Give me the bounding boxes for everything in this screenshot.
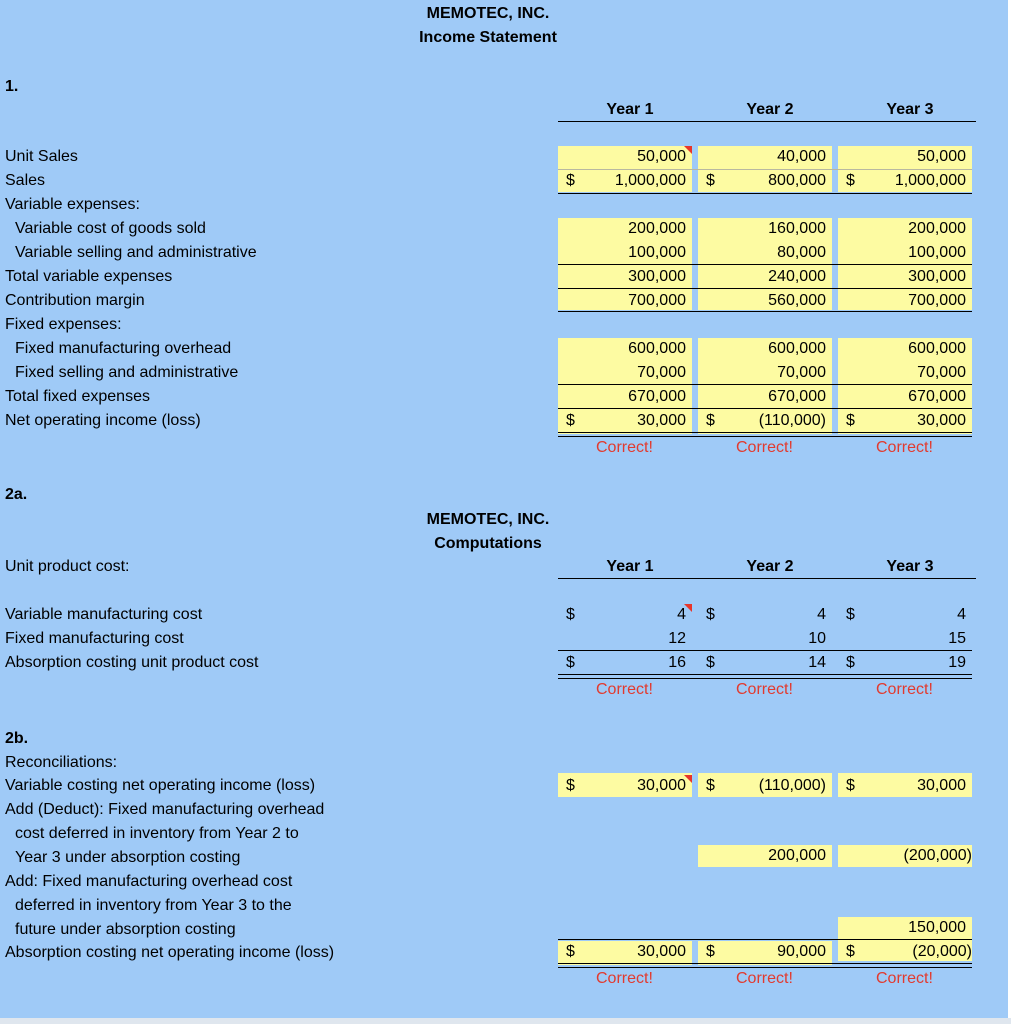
cell-y3-future-deferred[interactable]: 150,000 <box>908 919 966 936</box>
dollar-sign: $ <box>566 606 575 623</box>
cm-underline <box>558 311 972 312</box>
dollar-sign: $ <box>846 943 855 960</box>
correct-indicator-y2: Correct! <box>736 439 793 456</box>
cell-y2-var-sga[interactable]: 80,000 <box>777 244 826 261</box>
cell-y2-var-mfg[interactable]: 4 <box>817 606 826 623</box>
row-label-absorption-noi: Absorption costing net operating income (loss) <box>5 944 335 961</box>
correct-indicator-2b-y3: Correct! <box>876 970 933 987</box>
computations-company: MEMOTEC, INC. <box>426 511 550 528</box>
row-label-total-var: Total variable expenses <box>5 268 173 285</box>
dollar-sign: $ <box>706 412 715 429</box>
correct-indicator-2a-y3: Correct! <box>876 681 933 698</box>
row-label-add-1: Add: Fixed manufacturing overhead cost <box>5 873 293 890</box>
row-label-absorption-upc: Absorption costing unit product cost <box>5 654 259 671</box>
row-label-var-cogs: Variable cost of goods sold <box>15 220 206 237</box>
dollar-sign: $ <box>706 172 715 189</box>
year-2-header: Year 2 <box>746 101 794 118</box>
correct-indicator-2b-y1: Correct! <box>596 970 653 987</box>
fixed-mfg-underline <box>558 650 972 651</box>
cell-y3-unit-sales[interactable]: 50,000 <box>917 148 966 165</box>
cell-y1-cm[interactable]: 700,000 <box>628 292 686 309</box>
row-label-fixed-sga: Fixed selling and administrative <box>15 364 239 381</box>
dollar-sign: $ <box>846 606 855 623</box>
year-3-header: Year 3 <box>886 101 934 118</box>
row-label-add-2: deferred in inventory from Year 3 to the <box>15 897 292 914</box>
comment-flag-icon[interactable] <box>684 146 692 154</box>
section-1-label: 1. <box>5 78 19 95</box>
cell-y1-var-sga[interactable]: 100,000 <box>628 244 686 261</box>
correct-indicator-y3: Correct! <box>876 439 933 456</box>
comment-flag-icon[interactable] <box>684 604 692 612</box>
cell-y2-cm[interactable]: 560,000 <box>768 292 826 309</box>
row-label-add-deduct-2: cost deferred in inventory from Year 2 to <box>15 825 299 842</box>
cell-y3-fixed-mfg[interactable]: 15 <box>948 630 966 647</box>
dollar-sign: $ <box>566 777 575 794</box>
cell-y3-var-mfg[interactable]: 4 <box>957 606 966 623</box>
absorption-noi-double-underline <box>558 963 972 968</box>
cell-y2-unit-sales[interactable]: 40,000 <box>777 148 826 165</box>
reconciliations-heading: Reconciliations: <box>5 754 118 771</box>
cell-y3-var-cogs[interactable]: 200,000 <box>908 220 966 237</box>
cell-y1-fixed-sga[interactable]: 70,000 <box>637 364 686 381</box>
statement-title: Income Statement <box>419 29 557 46</box>
row-label-var-sga: Variable selling and administrative <box>15 244 257 261</box>
year-1-header-2a: Year 1 <box>606 558 654 575</box>
spacer <box>694 628 696 648</box>
cell-y1-unit-sales[interactable]: 50,000 <box>637 148 686 165</box>
year-header-rule-2a <box>558 578 976 579</box>
fixed-sga-underline <box>558 384 972 385</box>
year-1-header: Year 1 <box>606 101 654 118</box>
dollar-sign: $ <box>706 777 715 794</box>
cell-y2-deferred[interactable]: 200,000 <box>768 847 826 864</box>
cell-y1-var-cogs[interactable]: 200,000 <box>628 220 686 237</box>
cell-y3-total-fixed[interactable]: 670,000 <box>908 388 966 405</box>
dollar-sign: $ <box>846 654 855 671</box>
section-2b-label: 2b. <box>5 730 29 747</box>
dollar-sign: $ <box>566 412 575 429</box>
cell-y2-noi[interactable]: (110,000) <box>758 412 826 429</box>
cell-y1-total-var[interactable]: 300,000 <box>628 268 686 285</box>
cell-y3-sales[interactable]: 1,000,000 <box>894 172 966 189</box>
sales-underline <box>558 193 972 194</box>
dollar-sign: $ <box>706 606 715 623</box>
cell-y3-noi[interactable]: 30,000 <box>917 412 966 429</box>
absorption-double-underline <box>558 674 972 679</box>
cell-y2-sales[interactable]: 800,000 <box>768 172 826 189</box>
unit-product-cost-heading: Unit product cost: <box>5 558 130 575</box>
cell-y2-total-var[interactable]: 240,000 <box>768 268 826 285</box>
dollar-sign: $ <box>846 412 855 429</box>
row-label-var-noi: Variable costing net operating income (loss) <box>5 777 316 794</box>
cell-y1-2b-var-noi[interactable]: 30,000 <box>637 777 686 794</box>
cell-y2-absorption-noi[interactable]: 90,000 <box>777 943 826 960</box>
dollar-sign: $ <box>846 172 855 189</box>
computations-title: Computations <box>434 535 542 552</box>
cell-y1-var-mfg[interactable]: 4 <box>677 606 686 623</box>
year-2-header-2a: Year 2 <box>746 558 794 575</box>
cell-y3-fixed-sga[interactable]: 70,000 <box>917 364 966 381</box>
row-label-fixed-moh: Fixed manufacturing overhead <box>15 340 232 357</box>
cell-y3-deferred[interactable]: (200,000) <box>903 847 972 864</box>
cell-y2-fixed-mfg[interactable]: 10 <box>808 630 826 647</box>
cell-y3-cm[interactable]: 700,000 <box>908 292 966 309</box>
cell-y1-fixed-moh[interactable]: 600,000 <box>628 340 686 357</box>
dollar-sign: $ <box>706 654 715 671</box>
row-label-total-fixed: Total fixed expenses <box>5 388 150 405</box>
cell-y2-fixed-sga[interactable]: 70,000 <box>777 364 826 381</box>
row-label-fixed-expenses: Fixed expenses: <box>5 316 122 333</box>
dollar-sign: $ <box>566 172 575 189</box>
company-title: MEMOTEC, INC. <box>426 5 550 22</box>
row-label-add-3: future under absorption costing <box>15 921 236 938</box>
cell-y1-total-fixed[interactable]: 670,000 <box>628 388 686 405</box>
cell-y3-absorption-upc[interactable]: 19 <box>948 654 966 671</box>
var-sga-underline <box>558 264 972 265</box>
cell-y1-noi[interactable]: 30,000 <box>637 412 686 429</box>
dollar-sign: $ <box>566 654 575 671</box>
row-label-var-mfg: Variable manufacturing cost <box>5 606 203 623</box>
cell-y3-total-var[interactable]: 300,000 <box>908 268 966 285</box>
dollar-sign: $ <box>846 777 855 794</box>
total-var-underline <box>558 288 972 289</box>
correct-indicator-2b-y2: Correct! <box>736 970 793 987</box>
future-deferred-underline <box>558 939 972 940</box>
cell-y3-fixed-moh[interactable]: 600,000 <box>908 340 966 357</box>
dollar-sign: $ <box>566 943 575 960</box>
correct-indicator-y1: Correct! <box>596 439 653 456</box>
year-header-rule <box>558 121 976 122</box>
cell-y3-2b-var-noi[interactable]: 30,000 <box>917 777 966 794</box>
row-label-variable-expenses: Variable expenses: <box>5 196 140 213</box>
dollar-sign: $ <box>706 943 715 960</box>
cell-y2-fixed-moh[interactable]: 600,000 <box>768 340 826 357</box>
bottom-scroll-strip[interactable] <box>0 1018 1011 1024</box>
row-label-add-deduct-3: Year 3 under absorption costing <box>15 849 241 866</box>
total-fixed-underline <box>558 408 972 409</box>
correct-indicator-2a-y2: Correct! <box>736 681 793 698</box>
cell-y2-var-cogs[interactable]: 160,000 <box>768 220 826 237</box>
row-label-fixed-mfg: Fixed manufacturing cost <box>5 630 184 647</box>
cell-y3-var-sga[interactable]: 100,000 <box>908 244 966 261</box>
cell-y2-absorption-upc[interactable]: 14 <box>808 654 826 671</box>
year-3-header-2a: Year 3 <box>886 558 934 575</box>
correct-indicator-2a-y1: Correct! <box>596 681 653 698</box>
comment-flag-icon[interactable] <box>684 775 692 783</box>
cell-y1-fixed-mfg[interactable]: 12 <box>668 630 686 647</box>
row-label-sales: Sales <box>5 172 46 189</box>
cell-y2-total-fixed[interactable]: 670,000 <box>768 388 826 405</box>
cell-y1-sales[interactable]: 1,000,000 <box>614 172 686 189</box>
noi-double-underline <box>558 432 972 437</box>
row-label-noi: Net operating income (loss) <box>5 412 201 429</box>
cell-y2-2b-var-noi[interactable]: (110,000) <box>758 777 826 794</box>
cell-y3-absorption-noi[interactable]: (20,000) <box>912 943 972 960</box>
cell-y1-absorption-noi[interactable]: 30,000 <box>637 943 686 960</box>
row-label-cm: Contribution margin <box>5 292 145 309</box>
cell-y1-absorption-upc[interactable]: 16 <box>668 654 686 671</box>
row-label-unit-sales: Unit Sales <box>5 148 78 165</box>
section-2a-label: 2a. <box>5 486 28 503</box>
row-label-add-deduct-1: Add (Deduct): Fixed manufacturing overhead <box>5 801 325 818</box>
